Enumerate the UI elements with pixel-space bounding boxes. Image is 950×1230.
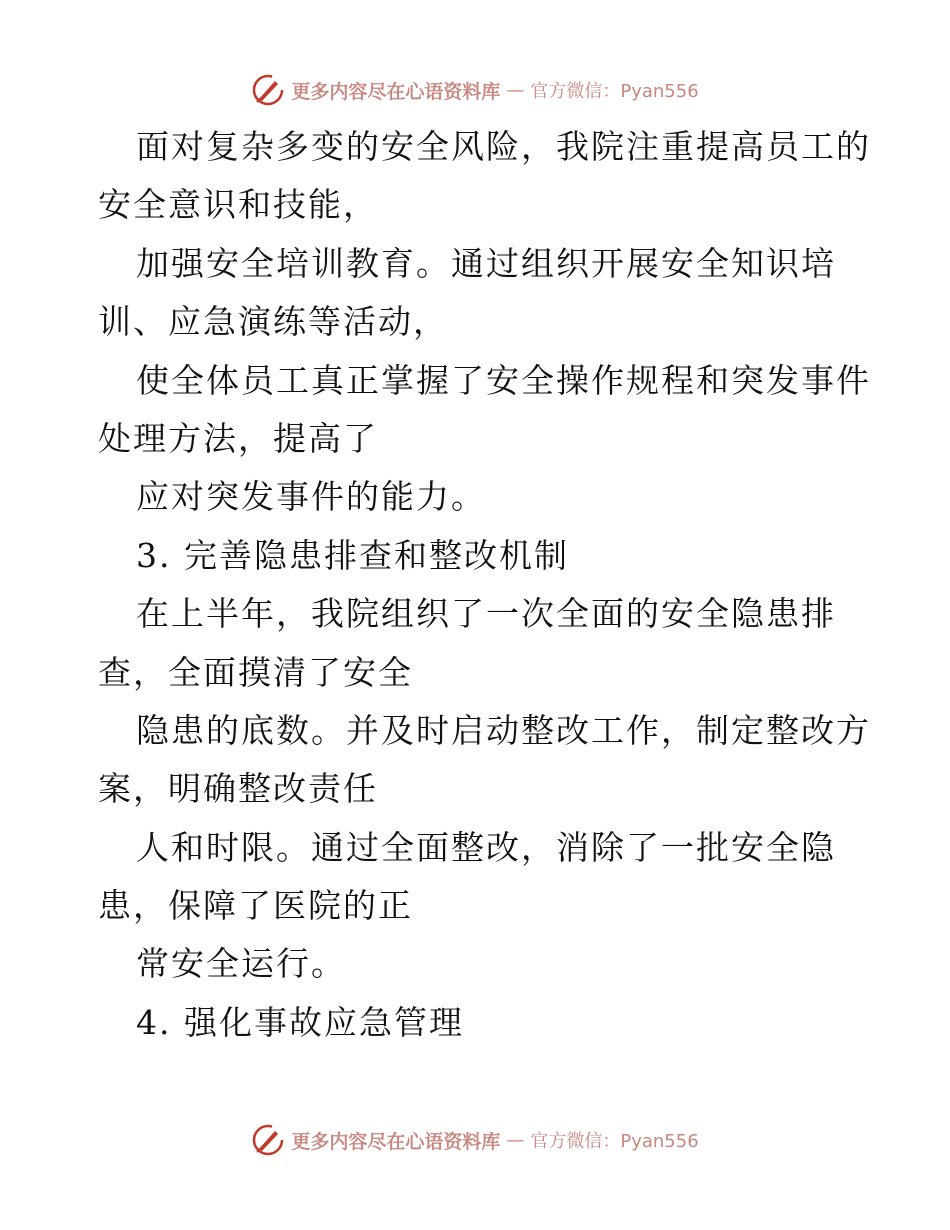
feather-pen-logo-icon bbox=[251, 1123, 285, 1157]
watermark-dash: — bbox=[506, 1129, 525, 1151]
body-line: 人和时限。通过全面整改，消除了一批安全隐 bbox=[136, 827, 836, 867]
watermark-side-text: 官方微信：Pyan556 bbox=[530, 1131, 699, 1152]
header-watermark bbox=[0, 70, 950, 110]
watermark-main-text: 更多内容尽在心语资料库 bbox=[291, 80, 501, 103]
document-body bbox=[98, 118, 878, 1052]
body-line: 常安全运行。 bbox=[136, 944, 346, 984]
body-line: 隐患的底数。并及时启动整改工作，制定整改方 bbox=[136, 710, 871, 750]
watermark-side-text: 官方微信：Pyan556 bbox=[530, 81, 699, 102]
body-line: 案，明确整改责任 bbox=[98, 769, 378, 809]
body-line: 面对复杂多变的安全风险，我院注重提高员工的 bbox=[136, 127, 871, 166]
body-line: 查，全面摸清了安全 bbox=[98, 652, 413, 692]
body-line: 患，保障了医院的正 bbox=[98, 886, 413, 926]
body-line: 使全体员工真正掌握了安全操作规程和突发事件 bbox=[136, 360, 871, 400]
body-line: 处理方法，提高了 bbox=[98, 418, 378, 458]
body-line: 安全意识和技能， bbox=[98, 185, 378, 225]
section-heading: 3. 完善隐患排查和整改机制 bbox=[136, 535, 569, 575]
feather-pen-logo-icon bbox=[251, 73, 285, 107]
body-line: 加强安全培训教育。通过组织开展安全知识培 bbox=[136, 243, 836, 283]
body-line: 训、应急演练等活动， bbox=[98, 302, 448, 342]
footer-watermark bbox=[0, 1120, 950, 1160]
body-line: 在上半年，我院组织了一次全面的安全隐患排 bbox=[136, 594, 836, 634]
section-heading: 4. 强化事故应急管理 bbox=[136, 1002, 464, 1042]
watermark-dash: — bbox=[506, 79, 525, 101]
watermark-main-text: 更多内容尽在心语资料库 bbox=[291, 1130, 501, 1153]
body-line: 应对突发事件的能力。 bbox=[136, 477, 486, 517]
